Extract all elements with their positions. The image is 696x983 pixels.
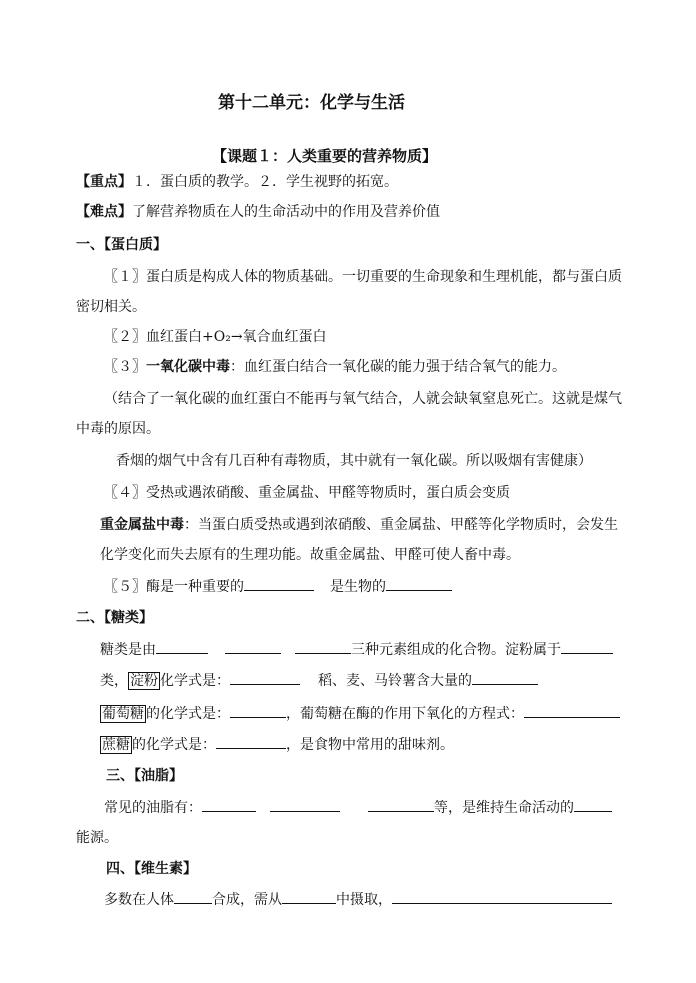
blank-field[interactable]: [392, 889, 612, 904]
sugar-text-h: 的化学式是：: [132, 737, 216, 753]
protein-para-4-line-2: 中毒的原因。: [76, 421, 160, 437]
fat-text-b: 等，是维持生命活动的: [434, 800, 574, 816]
blank-field[interactable]: [368, 797, 434, 812]
para-7-text: ：当蛋白质受热或遇到浓硝酸、重金属盐、甲醛等化学物质时，会发生: [184, 517, 618, 533]
heavy-metal-term: 重金属盐中毒: [100, 517, 184, 533]
sugar-line-3: [100, 703, 620, 723]
key-points: [76, 171, 398, 191]
protein-para-2: 〖２〗血红蛋白+O₂→氧合血红蛋白: [104, 329, 327, 345]
blank-field[interactable]: [202, 797, 256, 812]
para-8-text-b: 是生物的: [330, 579, 386, 595]
protein-para-6: 〖４〗受热或遇浓硝酸、重金属盐、甲醛等物质时，蛋白质会变质: [104, 485, 510, 501]
vitamin-text-b: 合成，需从: [212, 892, 282, 908]
section-protein-heading: 一、【蛋白质】: [76, 237, 167, 253]
difficulty-text: 了解营养物质在人的生命活动中的作用及营养价值: [132, 204, 440, 220]
vitamin-text-c: 中摄取，: [336, 892, 392, 908]
blank-field[interactable]: [472, 670, 538, 685]
starch-boxed-term: 淀粉: [130, 673, 158, 689]
para-3-text: ：血红蛋白结合一氧化碳的能力强于结合氧气的能力。: [230, 359, 566, 375]
protein-para-1-line-2: 密切相关。: [76, 299, 146, 315]
protein-para-8: [104, 576, 452, 596]
blank-field[interactable]: [174, 889, 212, 904]
sucrose-boxed-term: 蔗糖: [102, 737, 130, 753]
blank-field[interactable]: [156, 639, 208, 654]
blank-field[interactable]: [282, 889, 336, 904]
sugar-text-e: 稻、麦、马铃薯含大量的: [318, 673, 472, 689]
sugar-text-f: 的化学式是：: [146, 706, 230, 722]
blank-field[interactable]: [524, 703, 620, 718]
glucose-boxed-term: 葡萄糖: [102, 706, 144, 722]
protein-para-7-line-1: [100, 514, 618, 534]
blank-field[interactable]: [574, 797, 612, 812]
sugar-text-d: 化学式是：: [160, 673, 230, 689]
fat-line-1: [104, 797, 612, 817]
vitamin-line-1: [104, 889, 612, 909]
protein-para-4-line-1: （结合了一氧化碳的血红蛋白不能再与氧气结合，人就会缺氧窒息死亡。这就是煤气: [104, 391, 622, 407]
blank-field[interactable]: [230, 703, 286, 718]
protein-para-1-line-1: 〖１〗蛋白质是构成人体的物质基础。一切重要的生命现象和生理机能，都与蛋白质: [104, 269, 622, 285]
sugar-text-a: 糖类是由: [100, 642, 156, 658]
para-3-number: 〖３〗: [104, 359, 146, 375]
section-fat-heading: 三、【油脂】: [106, 768, 183, 784]
sugar-line-4: [100, 734, 454, 754]
difficulty-points: [76, 201, 440, 221]
fat-line-2: 能源。: [76, 830, 118, 846]
blank-field[interactable]: [386, 576, 452, 591]
key-label: 【重点】: [76, 174, 132, 190]
co-poisoning-term: 一氧化碳中毒: [146, 359, 230, 375]
sugar-line-2: [100, 670, 538, 690]
blank-field[interactable]: [561, 639, 613, 654]
para-8-text-a: 〖５〗酶是一种重要的: [104, 579, 244, 595]
protein-para-7-line-2: 化学变化而失去原有的生理功能。故重金属盐、甲醛可使人畜中毒。: [100, 547, 520, 563]
blank-field[interactable]: [244, 576, 314, 591]
blank-field[interactable]: [216, 734, 286, 749]
sugar-line-1: [100, 639, 613, 659]
blank-field[interactable]: [230, 670, 300, 685]
blank-field[interactable]: [295, 639, 351, 654]
lesson-title: 【课题１：人类重要的营养物质】: [212, 147, 438, 165]
protein-para-3: [104, 356, 566, 376]
section-sugar-heading: 二、【糖类】: [76, 610, 153, 626]
fat-text-a: 常见的油脂有：: [104, 800, 202, 816]
sugar-text-i: ，是食物中常用的甜味剂。: [286, 737, 454, 753]
difficulty-label: 【难点】: [76, 204, 132, 220]
blank-field[interactable]: [225, 639, 281, 654]
sugar-text-g: ，葡萄糖在酶的作用下氧化的方程式：: [286, 706, 524, 722]
key-text: １．蛋白质的教学。２．学生视野的拓宽。: [132, 174, 398, 190]
section-vitamin-heading: 四、【维生素】: [106, 861, 197, 877]
protein-para-5: 香烟的烟气中含有几百种有毒物质，其中就有一氧化碳。所以吸烟有害健康）: [116, 453, 592, 469]
sugar-text-c: 类，: [100, 673, 128, 689]
vitamin-text-a: 多数在人体: [104, 892, 174, 908]
page-title: 第十二单元：化学与生活: [218, 93, 405, 113]
blank-field[interactable]: [270, 797, 340, 812]
sugar-text-b: 三种元素组成的化合物。淀粉属于: [351, 642, 561, 658]
